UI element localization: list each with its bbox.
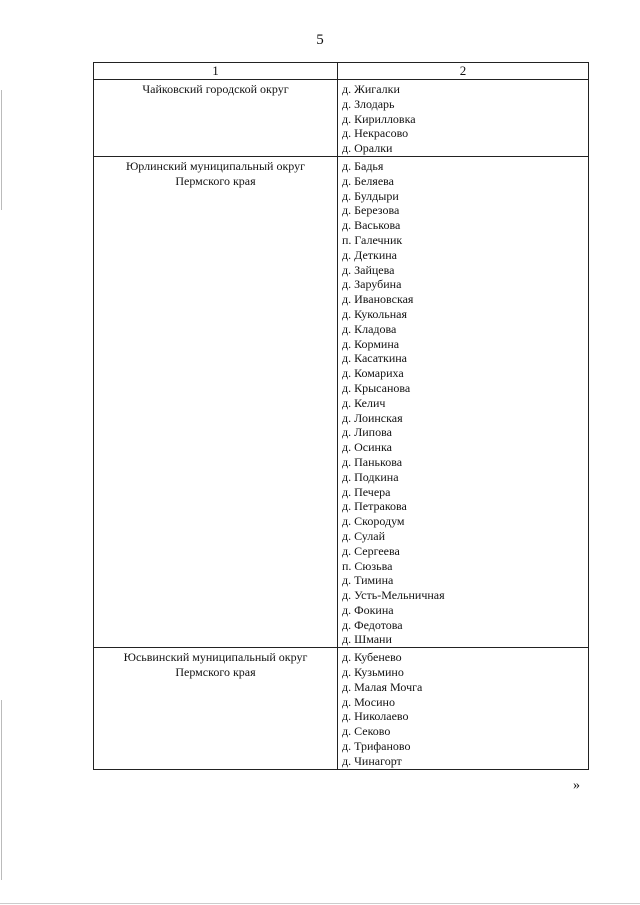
settlement-item: д. Шмани: [342, 632, 392, 647]
settlement-item: д. Осинка: [342, 440, 392, 455]
district-name-line: Чайковский городской округ: [142, 82, 289, 96]
district-cell: [94, 156, 338, 647]
settlement-item: д. Фокина: [342, 602, 394, 617]
table-row: [94, 648, 589, 769]
settlements-table: [93, 62, 589, 770]
settlement-item: д. Злодарь: [342, 96, 395, 111]
settlement-item: д. Зарубина: [342, 277, 402, 292]
settlement-item: д. Кладова: [342, 321, 397, 336]
settlement-item: д. Комариха: [342, 366, 404, 381]
header-row: [94, 63, 589, 80]
district-cell: [94, 648, 338, 769]
settlement-item: д. Подкина: [342, 469, 399, 484]
settlement-list: [342, 650, 588, 768]
settlement-item: д. Бадья: [342, 158, 384, 173]
settlement-item: д. Скородум: [342, 514, 405, 529]
settlement-item: д. Касаткина: [342, 351, 408, 366]
settlement-item: д. Сулай: [342, 528, 386, 543]
settlement-item: д. Кормина: [342, 336, 400, 351]
settlement-item: д. Деткина: [342, 247, 398, 262]
settlement-list: [342, 82, 588, 156]
table-row: [94, 80, 589, 157]
district-name-line: Пермского края: [175, 665, 256, 680]
settlement-item: д. Кузьмино: [342, 665, 404, 680]
settlement-item: п. Сюзьва: [342, 558, 393, 573]
column-header-2: 2: [338, 63, 589, 80]
settlement-item: д. Ивановская: [342, 292, 414, 307]
settlement-list: [342, 159, 588, 647]
settlement-item: д. Оралки: [342, 141, 393, 156]
settlement-item: д. Секово: [342, 724, 391, 739]
settlement-item: д. Березова: [342, 203, 400, 218]
scan-margin-line: [1, 90, 2, 210]
table-row: [94, 156, 589, 647]
settlement-item: д. Печера: [342, 484, 391, 499]
settlement-item: д. Панькова: [342, 454, 403, 469]
scan-margin-line: [1, 700, 2, 880]
settlement-item: д. Беляева: [342, 173, 394, 188]
settlement-item: д. Трифаново: [342, 739, 411, 754]
settlement-item: д. Чинагорт: [342, 753, 402, 768]
table-body: [94, 80, 589, 770]
settlements-cell: [338, 648, 589, 769]
settlement-item: д. Келич: [342, 395, 386, 410]
column-header-1: 1: [94, 63, 338, 80]
district-name-line: Пермского края: [175, 173, 256, 188]
settlement-item: д. Николаево: [342, 709, 409, 724]
settlement-item: д. Кукольная: [342, 306, 407, 321]
settlement-item: д. Липова: [342, 425, 392, 440]
settlement-item: д. Тимина: [342, 573, 394, 588]
settlement-item: д. Зайцева: [342, 262, 395, 277]
settlement-item: д. Жигалки: [342, 82, 400, 96]
settlement-item: д. Лоинская: [342, 410, 403, 425]
settlement-item: д. Петракова: [342, 499, 407, 514]
settlement-item: д. Малая Мочга: [342, 679, 423, 694]
settlement-item: д. Кирилловка: [342, 111, 416, 126]
district-cell: [94, 80, 338, 157]
settlement-item: п. Галечник: [342, 232, 403, 247]
settlement-item: д. Кубенево: [342, 650, 402, 665]
district-name-line: Юсьвинский муниципальный округ: [123, 650, 308, 665]
settlement-item: д. Булдыри: [342, 188, 399, 203]
page-number: 5: [316, 32, 324, 48]
settlement-item: д. Усть-Мельничная: [342, 588, 445, 603]
scan-bottom-edge: [0, 903, 640, 904]
settlement-item: д. Федотова: [342, 617, 403, 632]
settlement-item: д. Сергеева: [342, 543, 400, 558]
settlement-item: д. Некрасово: [342, 126, 409, 141]
table-header: [94, 63, 589, 80]
settlements-cell: [338, 80, 589, 157]
settlement-item: д. Крысанова: [342, 380, 411, 395]
district-name-line: Юрлинский муниципальный округ: [125, 158, 306, 173]
closing-quote-mark: »: [573, 778, 580, 793]
settlement-item: д. Васькова: [342, 218, 401, 233]
settlements-cell: [338, 156, 589, 647]
settlement-item: д. Мосино: [342, 694, 395, 709]
